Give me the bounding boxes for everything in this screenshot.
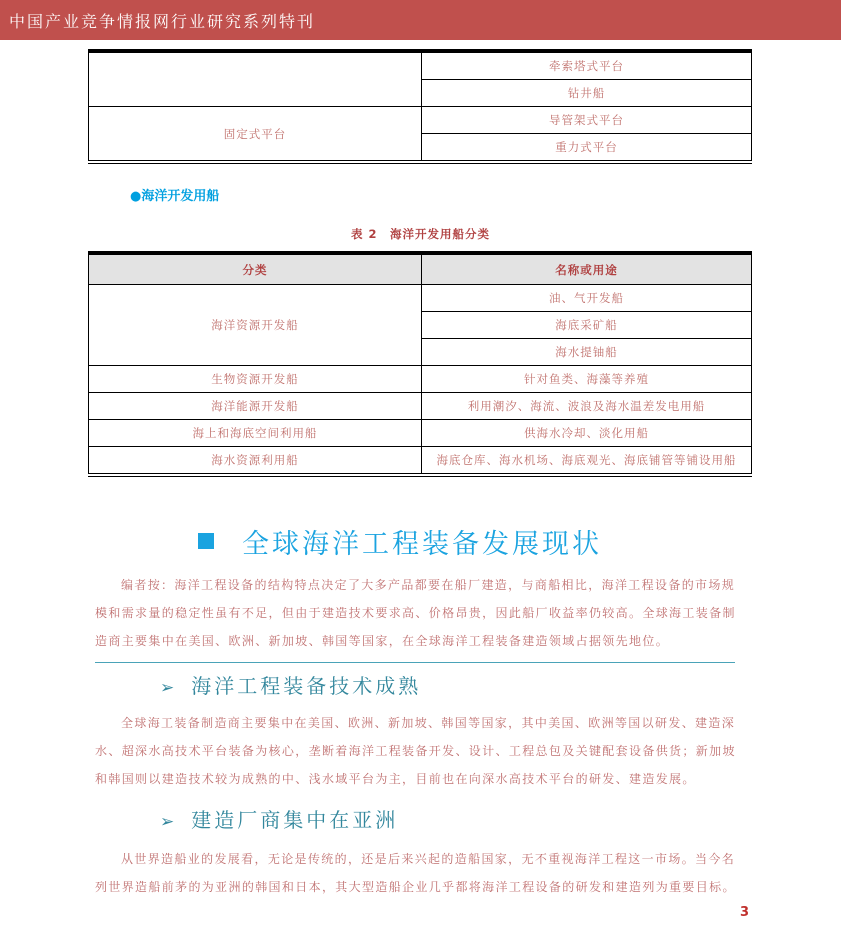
paragraph: 从世界造船业的发展看，无论是传统的，还是后来兴起的造船国家，无不重视海洋工程这一市场。当今名列世界造船前茅的为亚洲的韩国和日本，其大型造船企业几乎都将海洋工程设备的研发和建造列为重要目标。: [95, 852, 736, 894]
table-cell: 油、气开发船: [422, 285, 752, 312]
table-caption: 表 2 海洋开发用船分类: [350, 227, 490, 241]
subheading-2: [160, 804, 398, 833]
table-cell: 钻井船: [422, 80, 752, 107]
table-row: [89, 51, 752, 80]
square-bullet-icon: [198, 533, 214, 549]
subheading-1: [160, 670, 421, 699]
column-header: 分类: [89, 253, 422, 285]
table-cell: 海洋能源开发船: [89, 393, 422, 420]
vessel-classification-table: [88, 251, 752, 477]
table-cell: 海水资源利用船: [89, 447, 422, 476]
editor-note: 编者按：海洋工程设备的结构特点决定了大多产品都要在船厂建造，与商船相比，海洋工程设备的市场规模和需求量的稳定性虽有不足，但由于建造技术要求高、价格昂贵，因此船厂收益率仍较高。全球海工装备制造商主要集中在美国、欧洲、新加坡、韩国等国家，在全球海洋工程装备建造领域占据领先地位。: [95, 578, 736, 648]
subheading-text: 建造厂商集中在亚洲: [191, 808, 399, 832]
divider: [95, 662, 735, 663]
table-row: [89, 393, 752, 420]
table-cell: 海底采矿船: [422, 312, 752, 339]
paragraph: 全球海工装备制造商主要集中在美国、欧洲、新加坡、韩国等国家，其中美国、欧洲等国以研发、建造深水、超深水高技术平台装备为核心，垄断着海洋工程装备开发、设计、工程总包及关键配套设备供货；新加坡和韩国则以建造技术较为成熟的中、浅水域平台为主，目前也在向深水高技术平台的研发、建造发展。: [95, 716, 736, 786]
table-cell: 海底仓库、海水机场、海底观光、海底铺管等铺设用船: [422, 447, 752, 476]
section-title-text: 全球海洋工程装备发展现状: [242, 529, 602, 560]
table-row: [89, 447, 752, 476]
table-row: [89, 366, 752, 393]
table-cell: 利用潮汐、海流、波浪及海水温差发电用船: [422, 393, 752, 420]
table-cell: 针对鱼类、海藻等养殖: [422, 366, 752, 393]
table-row: [89, 285, 752, 312]
table-cell: 牵索塔式平台: [422, 51, 752, 80]
page-header: [0, 0, 841, 40]
arrow-icon: ➢: [160, 812, 178, 832]
table-cell: 固定式平台: [89, 107, 422, 163]
subheading-text: 海洋工程装备技术成熟: [191, 674, 422, 698]
page-number: 3: [740, 905, 750, 920]
table-cell: 海洋资源开发船: [89, 285, 422, 366]
table-cell: 生物资源开发船: [89, 366, 422, 393]
table-row: [89, 107, 752, 134]
table-cell: [89, 51, 422, 107]
table-cell: 供海水冷却、淡化用船: [422, 420, 752, 447]
column-header: 名称或用途: [422, 253, 752, 285]
platform-table: [88, 49, 752, 164]
table-row: [89, 420, 752, 447]
table-cell: 重力式平台: [422, 134, 752, 163]
header-title: 中国产业竞争情报网行业研究系列特刊: [9, 12, 316, 31]
section-title: [198, 522, 602, 561]
table-header-row: [89, 253, 752, 285]
table-cell: 海上和海底空间利用船: [89, 420, 422, 447]
table-cell: 导管架式平台: [422, 107, 752, 134]
arrow-icon: ➢: [160, 678, 178, 698]
bullet-heading: ●海洋开发用船: [130, 189, 220, 204]
table-cell: 海水提铀船: [422, 339, 752, 366]
